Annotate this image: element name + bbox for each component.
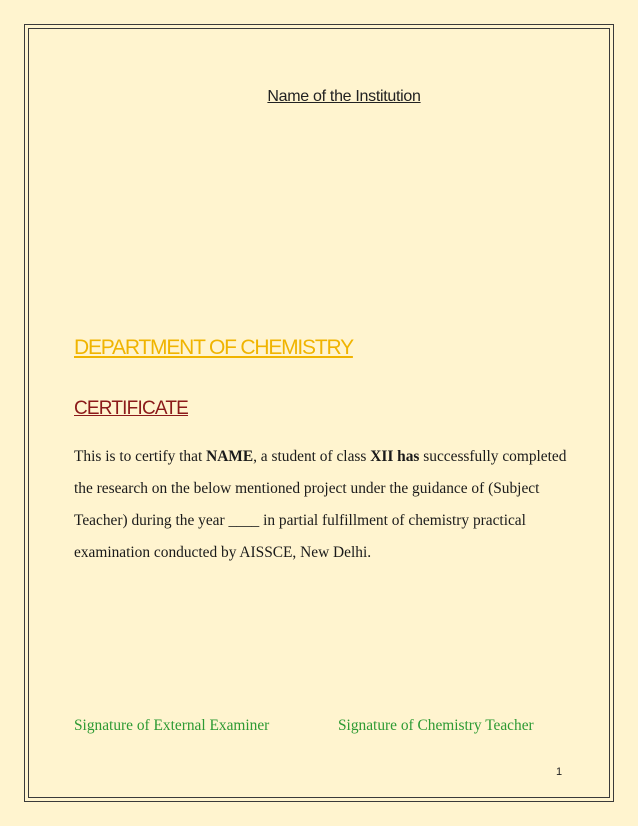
page-number: 1 [556, 766, 563, 778]
student-class: XII has [370, 448, 420, 465]
institution-name: Name of the Institution [267, 88, 421, 105]
student-name: NAME [206, 448, 254, 465]
certificate-body [74, 441, 574, 569]
certificate-text-3: successfully completed the research on the below mentioned project under the guidance of (Subject Teacher) during the year ____ in partial fulfillment of chemistry practical examination conducted by AISSCE, New Delhi. [74, 448, 567, 561]
certificate-text-1: This is to certify that [74, 448, 207, 465]
department-title: DEPARTMENT OF CHEMISTRY [74, 336, 353, 359]
signature-external-examiner: Signature of External Examiner [74, 717, 270, 734]
signature-chemistry-teacher: Signature of Chemistry Teacher [338, 717, 534, 734]
certificate-text-2: , a student of class [253, 448, 371, 465]
certificate-heading: CERTIFICATE [74, 398, 189, 419]
